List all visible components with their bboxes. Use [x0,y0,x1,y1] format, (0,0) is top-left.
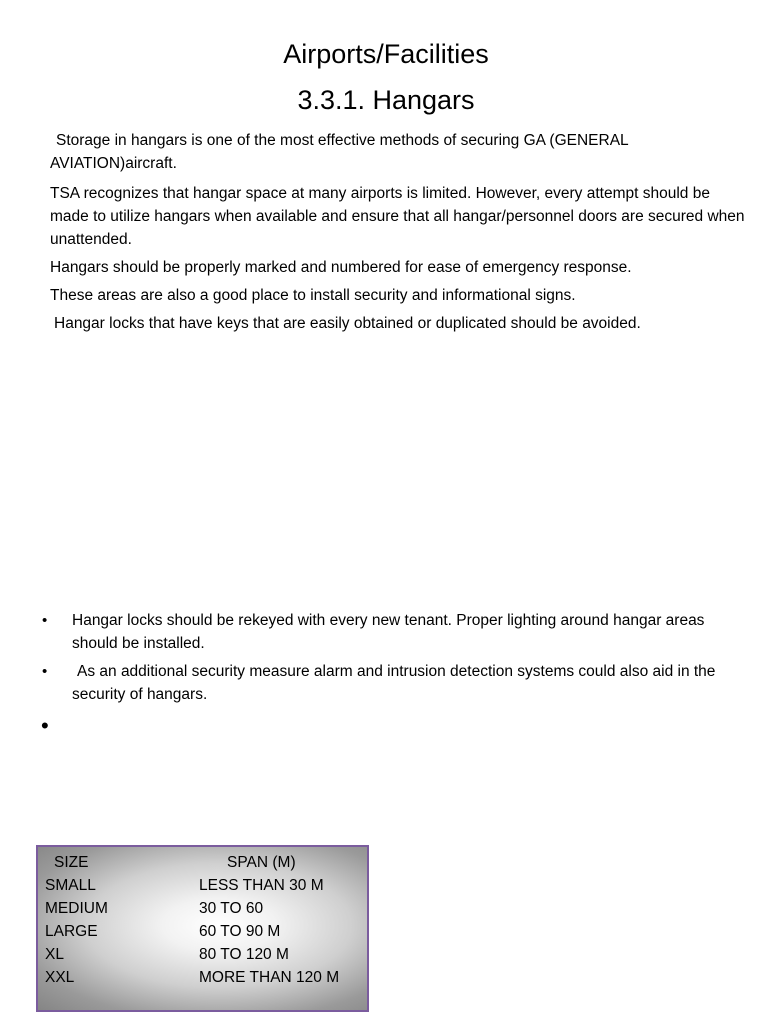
page-title: Airports/Facilities [283,39,489,69]
bullet-icon: • [42,612,48,629]
list-item-text: As an additional security measure alarm and intrusion detection systems could also aid in the security of hangars. [72,663,716,703]
bullet-icon: • [41,713,49,738]
cell-size: XL [45,946,64,963]
hangar-size-table [36,845,369,1012]
list-item-text: Hangar locks should be rekeyed with every new tenant. Proper lighting around hangar areas should be installed. [72,612,705,652]
table-row [38,920,367,943]
table-row [38,966,367,989]
cell-span: MORE THAN 120 M [199,969,340,986]
bullet-list [38,609,718,745]
paragraph-marking: Hangars should be properly marked and numbered for ease of emergency response. [50,259,632,276]
cell-span: 80 TO 120 M [199,946,289,963]
paragraph-text: Hangar locks that have keys that are easily obtained or duplicated should be avoided. [54,315,641,332]
cell-size: MEDIUM [45,900,108,917]
paragraph-locks [50,312,750,335]
header-span: SPAN (M) [227,854,296,871]
cell-span: LESS THAN 30 M [199,877,324,894]
header-size: SIZE [54,854,89,871]
cell-span: 60 TO 90 M [199,923,281,940]
cell-size: XXL [45,969,75,986]
paragraph-signs: These areas are also a good place to install security and informational signs. [50,287,576,304]
table-row [38,874,367,897]
table-row [38,943,367,966]
cell-size: SMALL [45,877,96,894]
table-header-row [38,851,367,874]
paragraph-storage [50,129,750,175]
list-item [38,609,718,655]
paragraph-text: Storage in hangars is one of the most effective methods of securing GA (GENERAL AVIATION)aircraft. [50,132,629,172]
cell-span: 30 TO 60 [199,900,264,917]
paragraph-tsa: TSA recognizes that hangar space at many airports is limited. However, every attempt should be made to utilize hangars when available and ensure that all hangar/personnel doors are secured when unattended. [50,185,745,248]
list-item [38,660,718,706]
list-item [38,712,718,740]
section-heading: 3.3.1. Hangars [297,85,475,115]
bullet-icon: • [42,663,48,680]
table-row [38,897,367,920]
cell-size: LARGE [45,923,98,940]
